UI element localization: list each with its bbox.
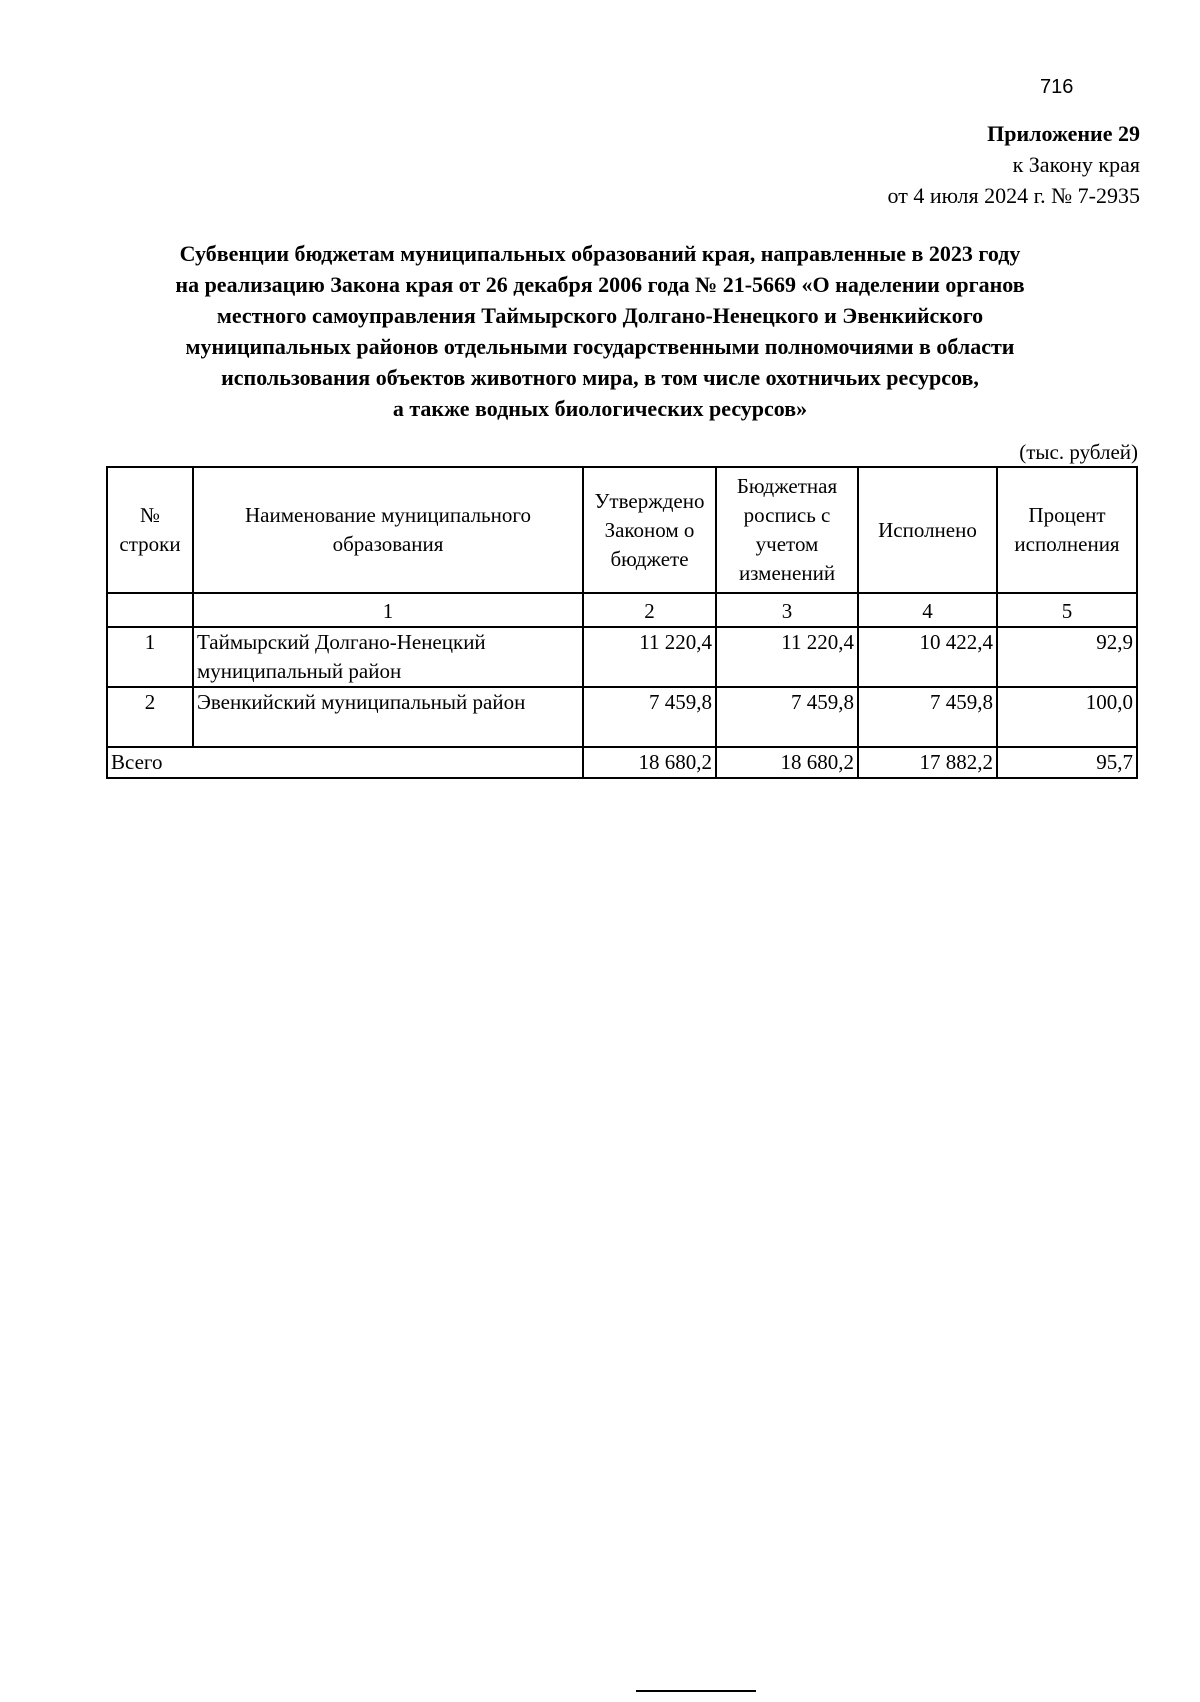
title-line: муниципальных районов отдельными государственными полномочиями в области [185, 334, 1015, 359]
cell-name: Эвенкийский муниципальный район [193, 687, 583, 747]
cell-name: Таймырский Долгано-Ненецкий муниципальный район [193, 627, 583, 687]
footer-line [636, 1690, 756, 1692]
cell-approved: 7 459,8 [583, 687, 716, 747]
header-name: Наименование муниципального образования [193, 467, 583, 593]
table-header-row [107, 467, 1137, 593]
total-approved: 18 680,2 [583, 747, 716, 778]
total-label: Всего [107, 747, 583, 778]
cell-percent: 100,0 [997, 687, 1137, 747]
cell-executed: 10 422,4 [858, 627, 997, 687]
header-row-number: № строки [107, 467, 193, 593]
column-number: 5 [997, 593, 1137, 627]
title-line: Субвенции бюджетам муниципальных образований края, направленные в 2023 году [179, 241, 1021, 266]
subventions-table [106, 466, 1138, 779]
cell-approved: 11 220,4 [583, 627, 716, 687]
appendix-law-date: от 4 июля 2024 г. № 7-2935 [887, 183, 1140, 208]
total-executed: 17 882,2 [858, 747, 997, 778]
cell-budget-list: 11 220,4 [716, 627, 858, 687]
column-number: 1 [193, 593, 583, 627]
total-row [107, 747, 1137, 778]
header-budget-list: Бюджетная роспись с учетом изменений [716, 467, 858, 593]
cell-row-number: 1 [107, 627, 193, 687]
title-line: местного самоуправления Таймырского Долгано-Ненецкого и Эвенкийского [216, 303, 984, 328]
column-number: 3 [716, 593, 858, 627]
column-number: 4 [858, 593, 997, 627]
header-executed: Исполнено [858, 467, 997, 593]
column-number-row [107, 593, 1137, 627]
title-line: а также водных биологических ресурсов» [392, 396, 808, 421]
appendix-title: Приложение 29 [987, 121, 1140, 146]
document-title [100, 238, 1100, 424]
cell-row-number: 2 [107, 687, 193, 747]
title-line: на реализацию Закона края от 26 декабря 2006 года № 21-5669 «О наделении органов [175, 272, 1025, 297]
header-percent: Процент исполнения [997, 467, 1137, 593]
cell-executed: 7 459,8 [858, 687, 997, 747]
total-percent: 95,7 [997, 747, 1137, 778]
column-number: 2 [583, 593, 716, 627]
units-label: (тыс. рублей) [1019, 440, 1138, 464]
table-row [107, 627, 1137, 687]
page-number: 716 [1040, 76, 1074, 98]
appendix-law-ref: к Закону края [1012, 152, 1140, 177]
total-budget-list: 18 680,2 [716, 747, 858, 778]
cell-percent: 92,9 [997, 627, 1137, 687]
header-approved: Утверждено Законом о бюджете [583, 467, 716, 593]
appendix-block [888, 118, 1140, 211]
column-number [107, 593, 193, 627]
title-line: использования объектов животного мира, в том числе охотничьих ресурсов, [221, 365, 979, 390]
table-row [107, 687, 1137, 747]
cell-budget-list: 7 459,8 [716, 687, 858, 747]
